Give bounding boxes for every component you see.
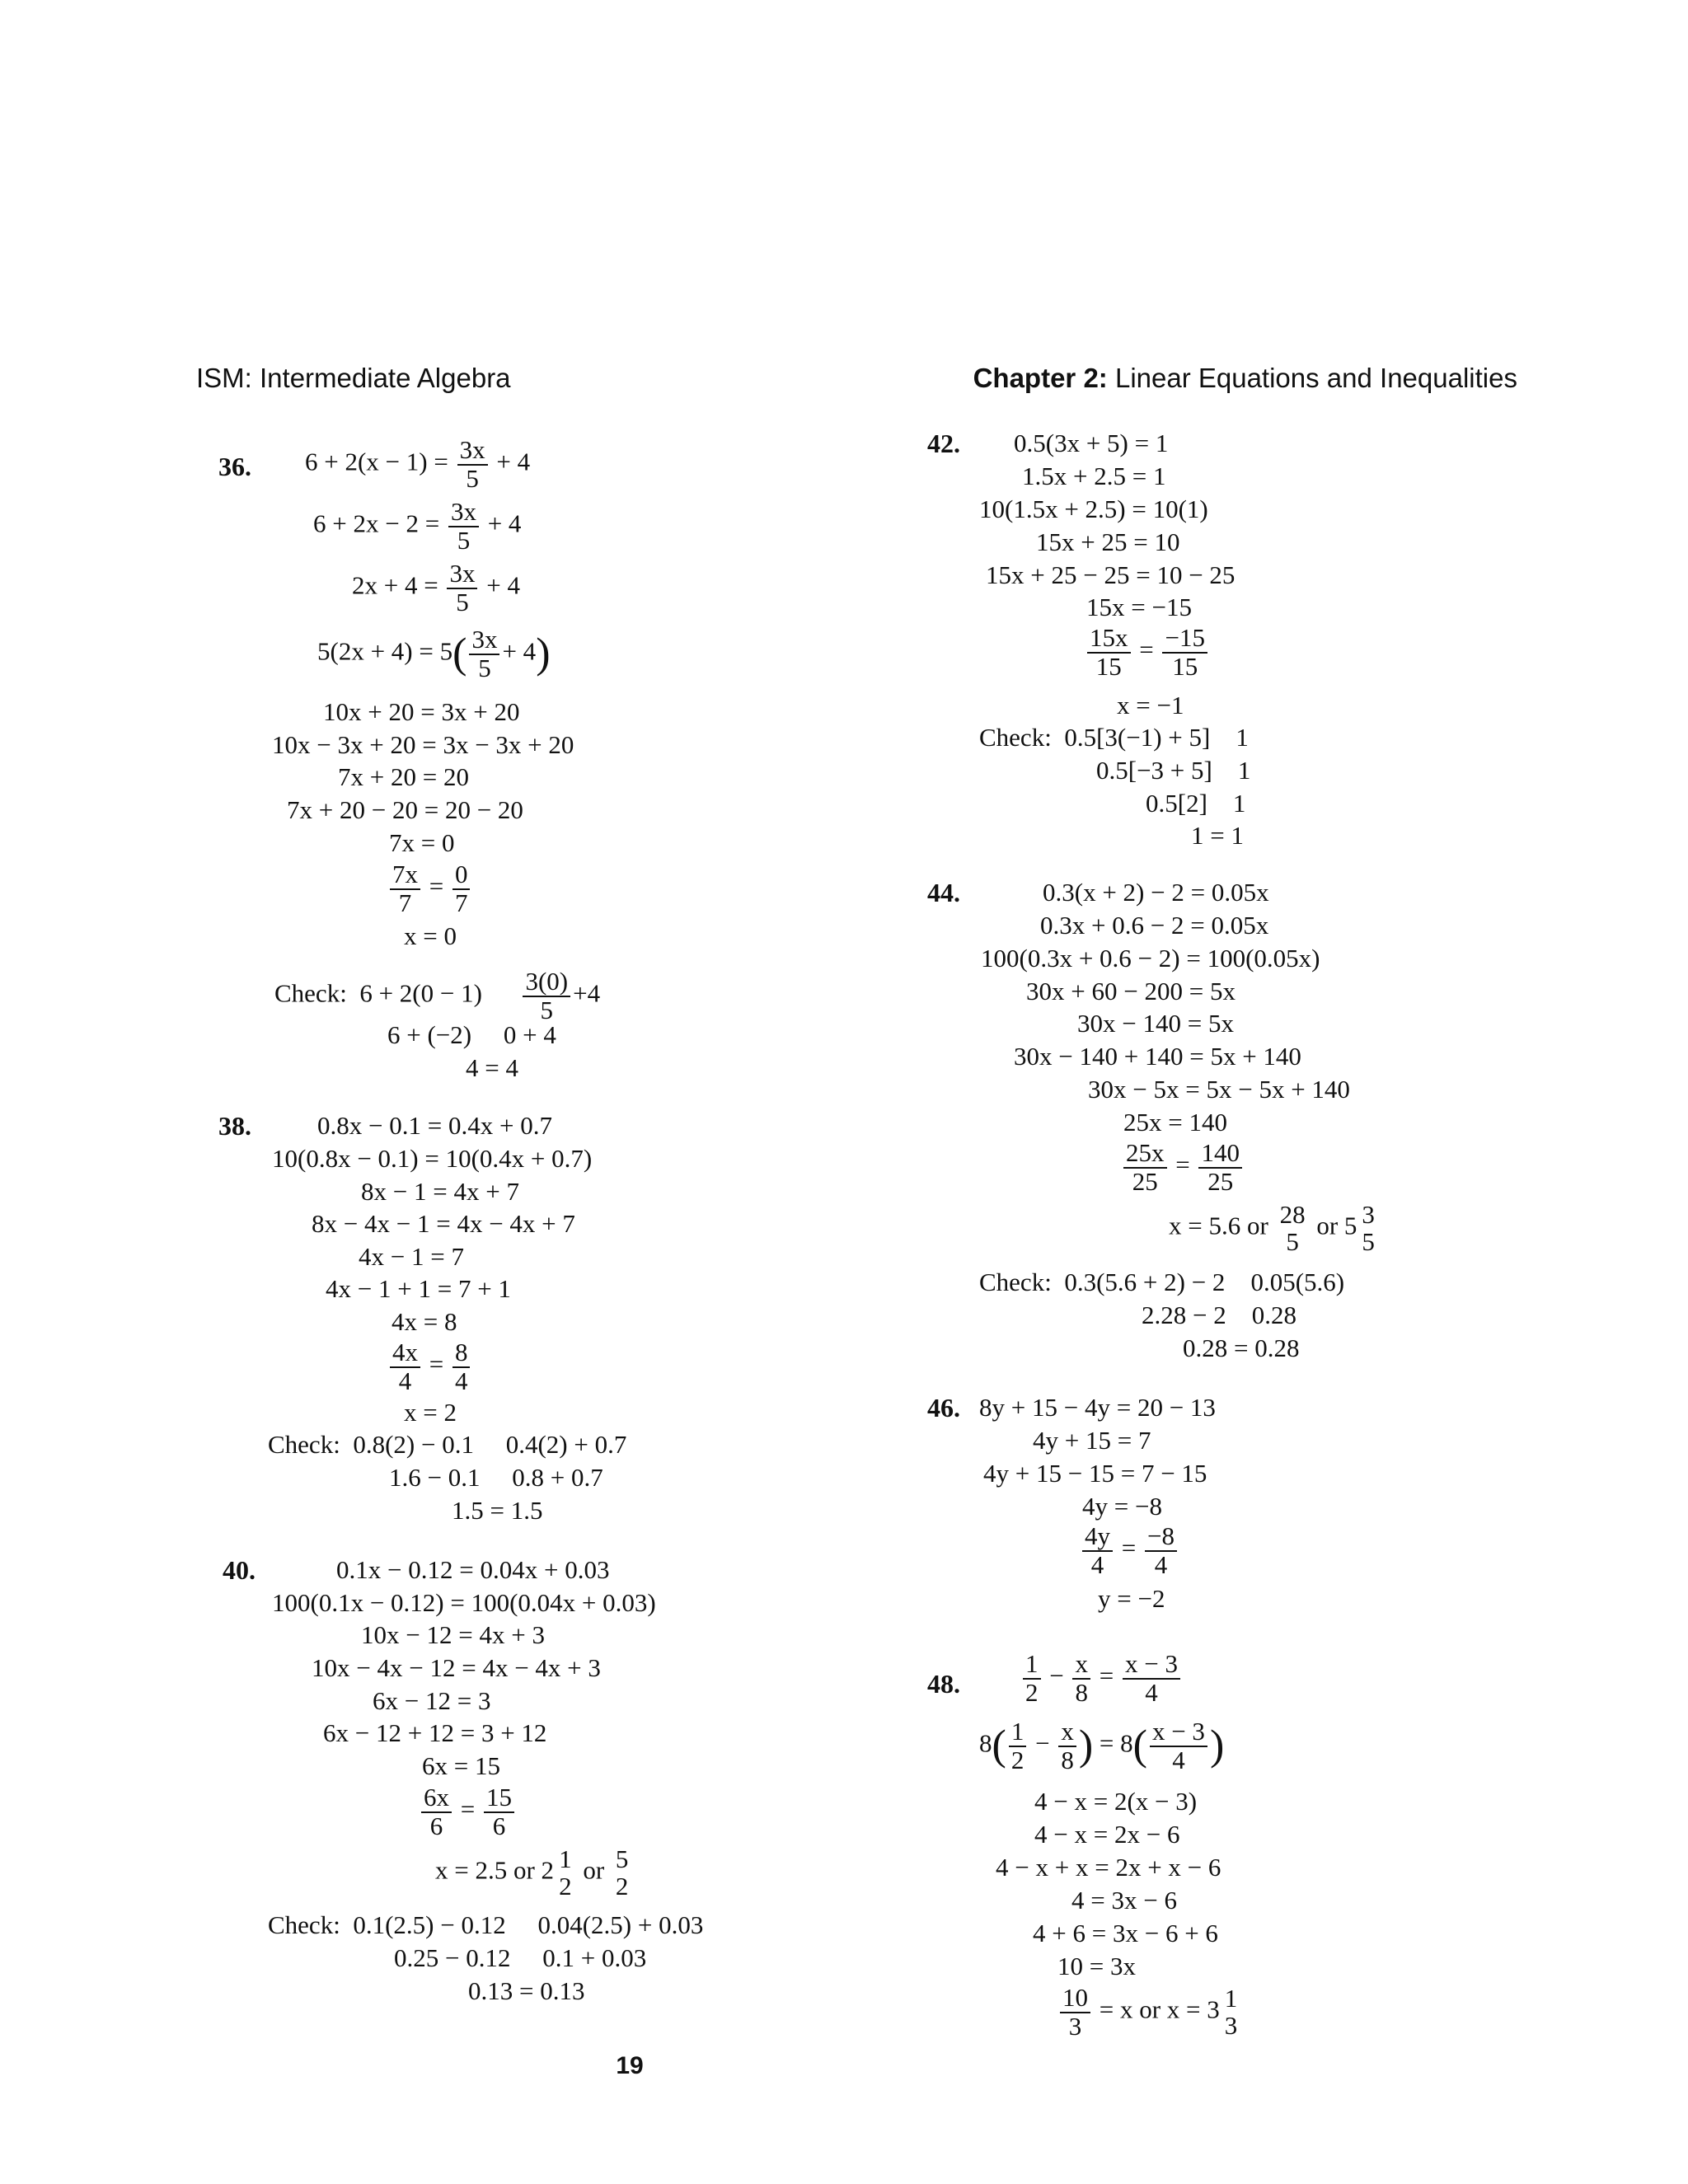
chapter-title: Linear Equations and Inequalities [1107,363,1517,393]
fraction: $\frac{3x}{5}$ [447,560,477,616]
eq-lhs: 6 + 2x − 2 = [313,509,440,538]
eq-row: 0.8x − 0.1 = 0.4x + 0.7 [317,1111,552,1140]
check-line: Check: 0.8(2) − 0.1 0.4(2) + 0.7 [268,1430,627,1459]
fraction: $\frac{25x}{25}$ [1123,1140,1167,1195]
eq-row: 10(1.5x + 2.5) = 10(1) [979,494,1208,523]
eq-row: 6x − 12 + 12 = 3 + 12 [323,1718,547,1747]
eq-row: x = 2.5 or 2 1 2 or 5 2 [435,1846,633,1900]
eq-row: $\frac{4x}{4}$ = $\frac{8}{4}$ [387,1339,472,1394]
problem-number: 42. [927,429,960,458]
fraction: $\frac{-8}{4}$ [1145,1523,1177,1578]
eq-row [305,437,530,492]
page-number: 19 [616,2052,644,2079]
eq-row: $\frac{7x}{7}$ = $\frac{0}{7}$ [387,861,472,916]
eq-row: 10(0.8x − 0.1) = 10(0.4x + 0.7) [272,1144,593,1173]
eq-row: 15x + 25 = 10 [1036,527,1180,556]
check-line: 1.6 − 0.1 0.8 + 0.7 [389,1463,603,1492]
eq-row: x = −1 [1117,691,1184,719]
check-line: 0.25 − 0.12 0.1 + 0.03 [394,1943,647,1972]
check-line: 4 = 4 [466,1053,518,1082]
fraction: 1 3 [1224,1984,1238,2040]
eq-row: $\frac{15x}{15}$ = $\frac{-15}{15}$ [1085,625,1210,680]
check-line: 6 + (−2) 0 + 4 [387,1020,556,1049]
problem-number: 44. [927,878,960,907]
check-line: 1 = 1 [1191,821,1244,850]
fraction: 28 5 [1279,1200,1306,1256]
fraction: $\frac{8}{4}$ [452,1339,471,1394]
eq-row: 6x − 12 = 3 [373,1686,491,1715]
header-left: ISM: Intermediate Algebra [196,363,511,393]
eq-row: 7x + 20 = 20 [338,762,469,791]
eq-row: $\frac{25x}{25}$ = $\frac{140}{25}$ [1121,1140,1245,1195]
eq-row: x = 0 [404,921,457,950]
eq-row: 0.5(3x + 5) = 1 [1014,429,1169,457]
eq-row: 30x − 5x = 5x − 5x + 140 [1088,1075,1350,1104]
fraction: $\frac{4x}{4}$ [390,1339,420,1394]
header-right [973,363,1517,394]
fraction: $\frac{x}{8}$ [1058,1718,1076,1774]
eq-row: 0.3x + 0.6 − 2 = 0.05x [1040,911,1269,940]
eq-row: 100(0.3x + 0.6 − 2) = 100(0.05x) [981,944,1320,972]
fraction: $\frac{140}{25}$ [1198,1140,1242,1195]
fraction: $\frac{3x}{5}$ [448,499,479,554]
eq-row: 5(2x + 4) = 5( $\frac{3x}{5}$ + 4) [317,625,551,682]
eq-row: 10x + 20 = 3x + 20 [323,697,520,726]
eq-row: 0.3(x + 2) − 2 = 0.05x [1043,878,1269,907]
fraction: 1 2 [559,1844,572,1900]
eq-row: 30x − 140 + 140 = 5x + 140 [1014,1042,1301,1071]
fraction: $\frac{x - 3}{4}$ [1150,1718,1207,1774]
eq-row: 0.1x − 0.12 = 0.04x + 0.03 [336,1555,610,1584]
eq-row: 4 − x = 2(x − 3) [1034,1787,1198,1816]
eq-row: 7x + 20 − 20 = 20 − 20 [287,795,523,824]
problem-number: 36. [218,452,251,481]
eq-row: x = 2 [404,1398,457,1427]
check-line: 2.28 − 2 0.28 [1142,1301,1296,1329]
check-line: Check: 0.3(5.6 + 2) − 2 0.05(5.6) [979,1268,1345,1296]
fraction: $\frac{15x}{15}$ [1087,625,1131,680]
eq-row: $\frac{1}{2}$ − $\frac{x}{8}$ = $\frac{x - 3}{4}$ [1020,1651,1183,1706]
eq-row: 4 − x + x = 2x + x − 6 [996,1853,1221,1882]
eq-row: 4x − 1 = 7 [359,1242,464,1271]
fraction: $\frac{15}{6}$ [484,1784,514,1840]
eq-row: $\frac{10}{3}$ = x or x = 3 1 3 [1057,1985,1242,2040]
eq-row: 10x − 3x + 20 = 3x − 3x + 20 [272,730,574,759]
fraction: $\frac{1}{2}$ [1023,1651,1041,1706]
problem-number: 38. [218,1111,251,1141]
eq-row: 4 = 3x − 6 [1071,1886,1177,1915]
eq-row: 6x = 15 [422,1751,500,1780]
eq-row: 8y + 15 − 4y = 20 − 13 [979,1393,1216,1422]
eq-row: 15x + 25 − 25 = 10 − 25 [986,560,1236,589]
eq-row: 30x − 140 = 5x [1077,1009,1234,1038]
check-line: Check: 6 + 2(0 − 1) $\frac{3(0)}{5}$ +4 [274,967,601,1024]
eq-tail: + 4 [486,570,520,600]
fraction: $\frac{x - 3}{4}$ [1123,1651,1180,1706]
fraction: 3 5 [1362,1200,1375,1256]
fraction: $\frac{3x}{5}$ [469,626,499,682]
fraction: 5 2 [615,1844,629,1900]
check-line: 0.5[−3 + 5] 1 [1096,756,1251,785]
eq-lhs: 2x + 4 = [352,570,438,600]
eq-tail: + 4 [496,447,531,476]
eq-row: 30x + 60 − 200 = 5x [1026,977,1236,1005]
eq-row: 4y = −8 [1082,1492,1162,1521]
eq-row [352,560,520,616]
eq-row: 10 = 3x [1057,1952,1136,1980]
eq-row: 8( $\frac{1}{2}$ − $\frac{x}{8}$ ) = 8( $\frac{x - 3}{4}$ ) [979,1717,1225,1774]
eq-row: $\frac{6x}{6}$ = $\frac{15}{6}$ [419,1784,517,1840]
problem-number: 46. [927,1393,960,1422]
eq-row: 8x − 1 = 4x + 7 [361,1177,519,1206]
eq-row: 15x = −15 [1086,593,1192,621]
fraction: $\frac{10}{3}$ [1060,1985,1090,2040]
fraction: $\frac{4y}{4}$ [1082,1523,1113,1578]
eq-row: y = −2 [1098,1584,1165,1613]
fraction: $\frac{-15}{15}$ [1162,625,1207,680]
eq-row: 10x − 12 = 4x + 3 [361,1620,545,1649]
fraction: $\frac{6x}{6}$ [421,1784,452,1840]
eq-row: 1.5x + 2.5 = 1 [1022,462,1166,490]
fraction: $\frac{0}{7}$ [452,861,471,916]
fraction: $\frac{3x}{5}$ [457,437,488,492]
eq-row: x = 5.6 or 28 5 or 5 3 5 [1169,1202,1380,1255]
eq-lhs: 5(2x + 4) = 5 [317,636,453,666]
eq-lhs: 6 + 2(x − 1) = [305,447,448,476]
eq-tail: + 4 [487,509,522,538]
eq-row: 4x − 1 + 1 = 7 + 1 [326,1274,511,1303]
eq-row: $\frac{4y}{4}$ = $\frac{-8}{4}$ [1080,1523,1179,1578]
eq-row: 4 − x = 2x − 6 [1034,1820,1180,1849]
eq-row: 4y + 15 = 7 [1033,1426,1151,1455]
eq-row: 4x = 8 [392,1307,457,1336]
eq-row [313,499,521,554]
check-line: 0.13 = 0.13 [468,1976,585,2005]
fraction: $\frac{7x}{7}$ [390,861,420,916]
eq-tail: + 4 [502,636,537,666]
fraction: $\frac{x}{8}$ [1072,1651,1090,1706]
eq-row: 4 + 6 = 3x − 6 + 6 [1033,1919,1218,1947]
fraction: $\frac{1}{2}$ [1009,1718,1027,1774]
check-line: Check: 0.5[3(−1) + 5] 1 [979,723,1249,752]
fraction: $\frac{3(0)}{5}$ [523,968,570,1024]
eq-row: 10x − 4x − 12 = 4x − 4x + 3 [312,1653,601,1682]
chapter-label: Chapter 2: [973,363,1108,393]
eq-row: 4y + 15 − 15 = 7 − 15 [983,1459,1207,1488]
eq-row: 100(0.1x − 0.12) = 100(0.04x + 0.03) [272,1588,656,1617]
eq-row: 25x = 140 [1123,1108,1227,1137]
eq-row: 8x − 4x − 1 = 4x − 4x + 7 [312,1209,575,1238]
check-line: Check: 0.1(2.5) − 0.12 0.04(2.5) + 0.03 [268,1910,704,1939]
check-line: 1.5 = 1.5 [452,1496,543,1525]
eq-row: 7x = 0 [389,828,455,857]
check-line: 0.5[2] 1 [1146,789,1246,818]
problem-number: 48. [927,1669,960,1699]
problem-number: 40. [223,1555,256,1585]
check-line: 0.28 = 0.28 [1183,1333,1300,1362]
